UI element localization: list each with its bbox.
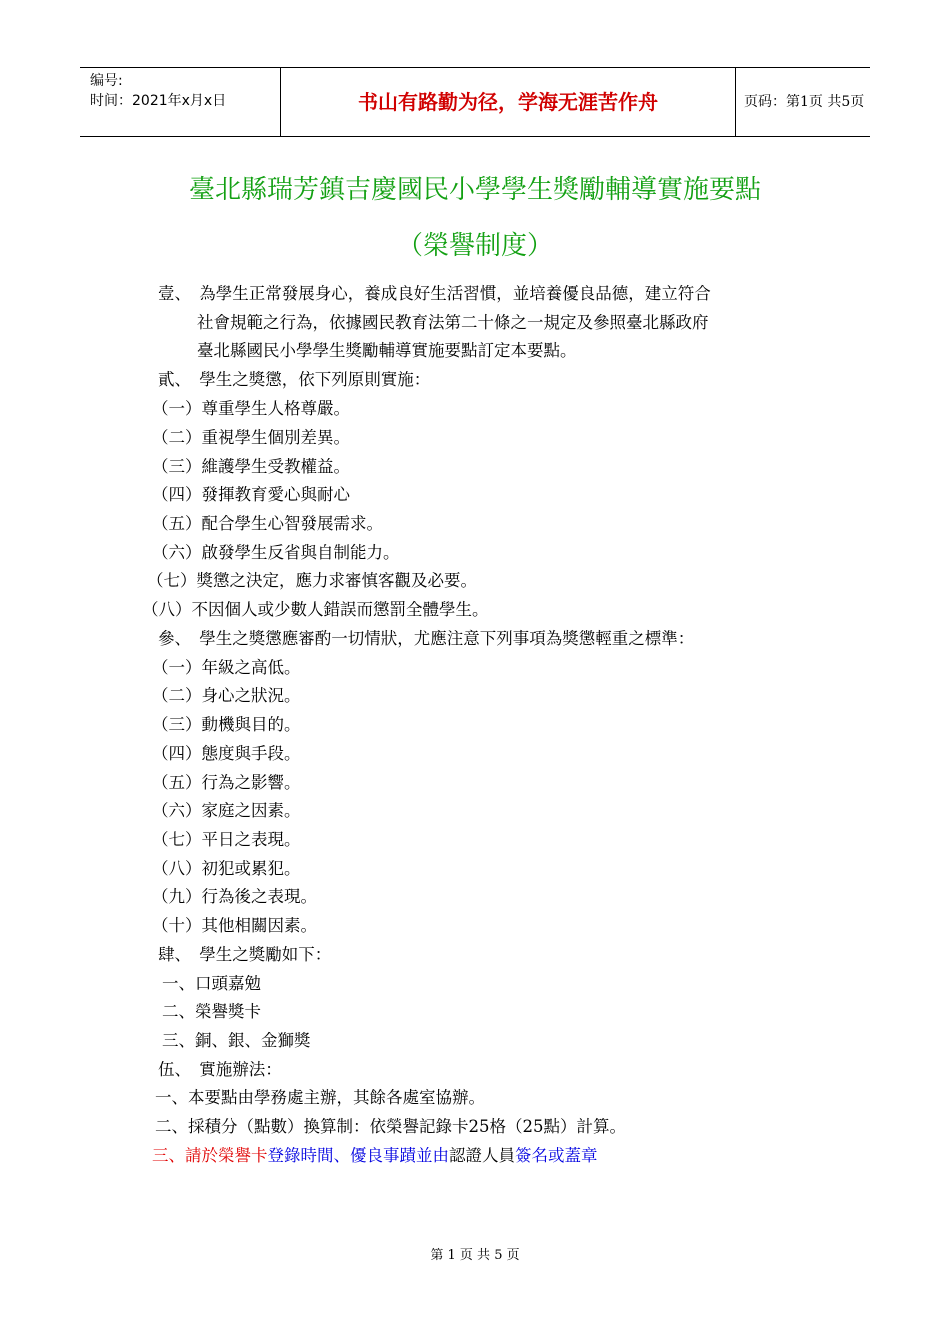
header-meta: [80, 68, 280, 136]
body-line: （五）行為之影響。: [152, 773, 301, 792]
body-line: （七）獎懲之決定，應力求審慎客觀及必要。: [147, 571, 477, 590]
header-motto: 书山有路勤为径，学海无涯苦作舟: [280, 68, 736, 136]
body-line: （七）平日之表現。: [152, 830, 301, 849]
body-line: （十）其他相關因素。: [152, 916, 317, 935]
body-line: （六）啟發學生反省與自制能力。: [152, 543, 400, 562]
body-line: （八）不因個人或少數人錯誤而懲罰全體學生。: [142, 600, 489, 619]
body-line: （一）年級之高低。: [152, 658, 301, 677]
page-footer: 第 1 页 共 5 页: [430, 1248, 520, 1263]
body-line: （二）身心之狀況。: [152, 686, 301, 705]
body-line: （九）行為後之表現。: [152, 887, 317, 906]
body-line: 貳、 學生之獎懲，依下列原則實施：: [158, 370, 431, 389]
number-label: 编号:: [90, 73, 123, 89]
body-line: 參、 學生之獎懲應審酌一切情狀，尤應注意下列事項為獎懲輕重之標準：: [158, 629, 695, 648]
highlight-blue: 登錄時間、優良事蹟並由: [267, 1146, 449, 1165]
body-line: 二、採積分（點數）換算制：依榮譽記錄卡25格（25點）計算。: [155, 1117, 626, 1136]
body-line: （四）發揮教育愛心與耐心: [152, 485, 350, 504]
plain-text: 認證人員: [449, 1146, 515, 1165]
body-line: 二、榮譽獎卡: [162, 1002, 261, 1021]
body-line: （五）配合學生心智發展需求。: [152, 514, 383, 533]
body-line: （一）尊重學生人格尊嚴。: [152, 399, 350, 418]
highlight-blue: 簽名或蓋章: [515, 1146, 598, 1165]
body-line: （六）家庭之因素。: [152, 801, 301, 820]
body-line: （三）動機與目的。: [152, 715, 301, 734]
body-line: 肆、 學生之獎勵如下：: [158, 945, 332, 964]
body-line: （二）重視學生個別差異。: [152, 428, 350, 447]
body-line: 伍、 實施辦法：: [158, 1060, 282, 1079]
body-line: 社會規範之行為，依據國民教育法第二十條之一規定及參照臺北縣政府: [197, 313, 709, 332]
header-page-label: 页码：第1页 共5页: [744, 94, 865, 110]
body-line: 壹、 為學生正常發展身心，養成良好生活習慣，並培養優良品德，建立符合: [158, 284, 711, 303]
document-subtitle: （榮譽制度）: [396, 231, 553, 261]
highlight-red: 三、請於榮譽卡: [152, 1146, 268, 1165]
body-line: （四）態度與手段。: [152, 744, 301, 763]
highlighted-line: [152, 1144, 598, 1168]
body-line: 一、本要點由學務處主辦，其餘各處室協辦。: [155, 1088, 485, 1107]
document-header: [80, 67, 870, 137]
document-title: 臺北縣瑞芳鎮吉慶國民小學學生獎勵輔導實施要點: [188, 175, 761, 205]
body-line: 臺北縣國民小學學生獎勵輔導實施要點訂定本要點。: [197, 341, 577, 360]
time-label: 时间：2021年x月x日: [90, 93, 227, 109]
body-line: （三）維護學生受教權益。: [152, 457, 350, 476]
body-line: 三、銅、銀、金獅獎: [162, 1031, 311, 1050]
body-line: 一、口頭嘉勉: [162, 974, 261, 993]
body-line: （八）初犯或累犯。: [152, 859, 301, 878]
